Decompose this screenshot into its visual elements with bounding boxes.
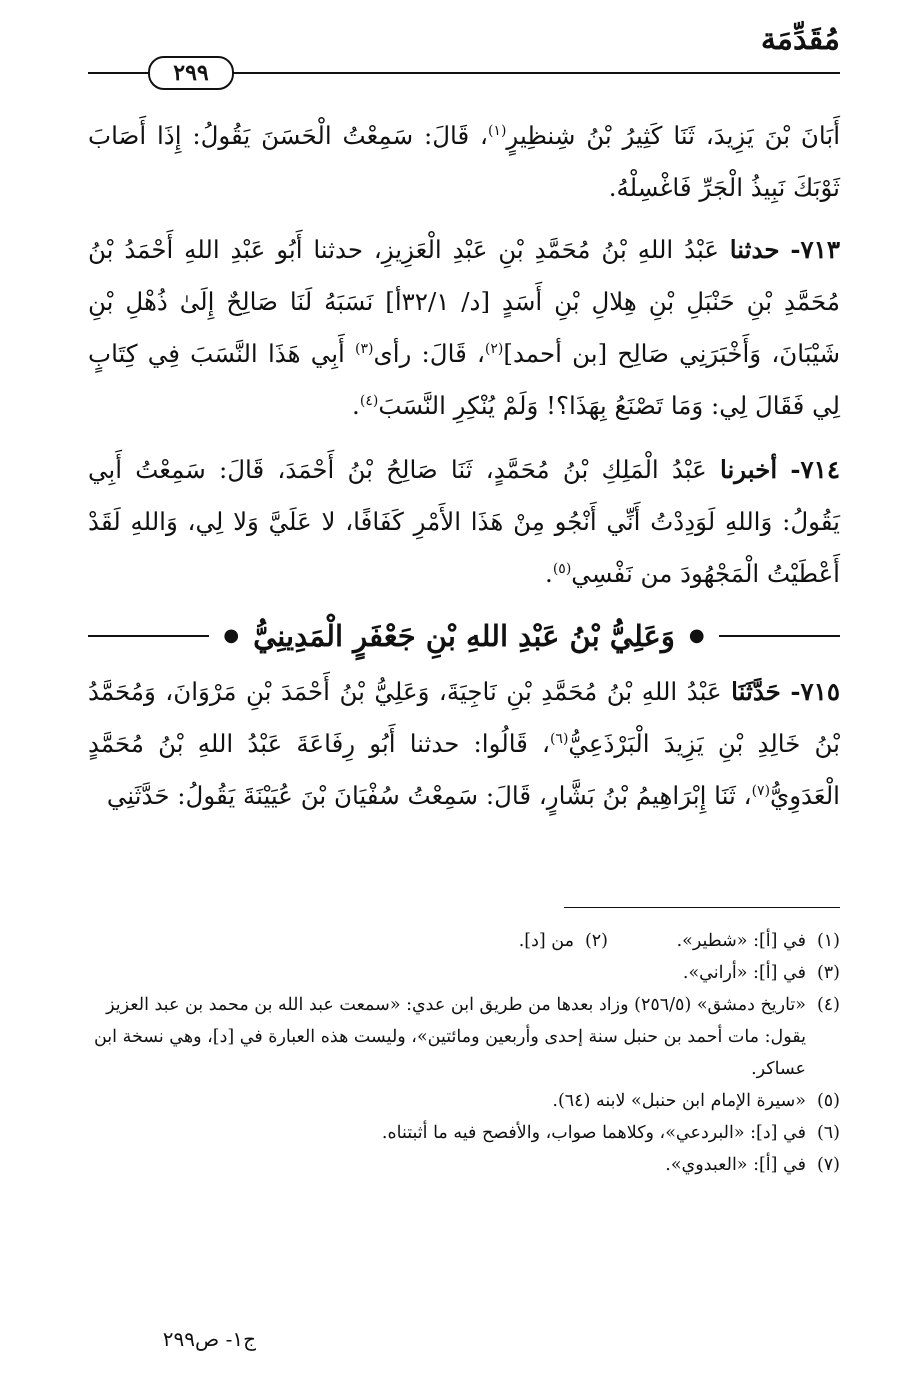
footnote-text: من [د]. [518,931,574,951]
footnote-number: (٧) [816,1155,840,1175]
section-heading [88,612,840,660]
paragraph-715-text [88,677,840,810]
footnote-marker[interactable]: (٧) [751,782,771,799]
section-title: وَعَلِيُّ بْنُ عَبْدِ اللهِ بْنِ جَعْفَرٍ الْمَدِينِيُّ [253,619,675,653]
page-number-badge: ٢٩٩ [148,56,234,90]
footnote-text: في [أ]: «العبدوي». [665,1155,806,1175]
footnote-text: «سيرة الإمام ابن حنبل» لابنه (٦٤). [552,1091,806,1111]
text-run: . [352,391,360,420]
narration-keyword: حَدَّثَنَا [731,677,781,706]
running-header-title: مُقَدِّمَة [760,22,840,57]
footnote-number: (٦) [816,1123,840,1143]
footnote-text: في [د]: «البردعي»، وكلاهما صواب، والأفصح فيه ما أثبتناه. [381,1123,806,1143]
footer-signature: ج١- ص٢٩٩ [162,1327,256,1351]
narration-keyword: حدثنا [729,235,780,264]
main-text [88,110,840,834]
footnote-1 [608,925,840,957]
text-run: ، قَالَ: سَمِعْتُ الْحَسَنَ يَقُولُ: إِذَا أَصَابَ ثَوْبَكَ نَبِيذُ الْجَرِّ فَاغْسِلْهُ. [88,121,840,202]
footnote-marker[interactable]: (٥) [552,560,572,577]
footnote-text: في [أ]: «شطير». [676,931,806,951]
footnotes [88,925,840,1181]
hadith-number: ٧١٥- [790,677,840,706]
text-run: ، ثَنَا إِبْرَاهِيمُ بْنُ بَشَّارٍ، قَالَ: سَمِعْتُ سُفْيَانَ بْنَ عُيَيْنَةَ يَقُولُ: حَدَّثَنِي [106,781,752,810]
text-run: عَبْدُ الْمَلِكِ بْنُ مُحَمَّدٍ، ثَنَا صَالِحُ بْنُ أَحْمَدَ، قَالَ: سَمِعْتُ أَبِي يَقُولُ: وَاللهِ لَوَدِدْتُ أَنِّي أَنْجُو مِنْ هَذَا الأَمْرِ كَفَافًا، لا عَلَيَّ وَلا لِي، وَاللهِ لَقَدْ أَعْطَيْتُ الْمَجْهُودَ من نَفْسِي [88,455,840,588]
footnote-text: «تاريخ دمشق» (٢٥٦/٥) وزاد بعدها من طريق ابن عدي: «سمعت عبد الله بن محمد بن عبد العزيز يقول: مات أحمد بن حنبل سنة إحدى وأربعين ومائتين»، وليست هذه العبارة في [د]، وهي نسخة ابن عساكر. [93,995,806,1079]
footnote-marker[interactable]: (٢) [484,340,504,357]
footnote-5 [88,1085,840,1117]
bullet-icon: ● [688,625,705,646]
text-run: عَبْدُ اللهِ بْنُ مُحَمَّدِ بْنِ نَاجِيَةَ، وَعَلِيُّ بْنُ أَحْمَدَ بْنِ مَرْوَانَ، وَمُحَمَّدُ بْنُ خَالِدِ بْنِ يَزِيدَ الْبَرْذَعِيُّ [88,677,840,758]
bullet-icon: ● [223,625,240,646]
footnote-2 [519,925,608,957]
section-rule-right [719,635,840,637]
footnote-rule [564,907,840,908]
footnote-number: (٤) [816,995,840,1015]
footnote-marker[interactable]: (٤) [359,392,379,409]
section-rule-left [88,635,209,637]
narration-keyword: أخبرنا [719,455,778,484]
text-run: أَبَانَ بْنَ يَزِيدَ، ثَنَا كَثِيرُ بْنُ شِنظِيرٍ [506,121,840,150]
paragraph-714 [88,444,840,600]
hadith-number: ٧١٤- [790,455,840,484]
footnote-marker[interactable]: (٦) [549,730,569,747]
text-run: ، قَالَ: رأى [373,339,485,368]
footnote-number: (١) [816,931,840,951]
text-run: ، قَالُوا: حدثنا أَبُو رِفَاعَةَ عَبْدُ اللهِ بْنُ مُحَمَّدٍ الْعَدَوِيُّ [88,729,840,810]
footnote-number: (٣) [816,963,840,983]
text-run: أَبِي هَذَا النَّسَبَ فِي كِتَابٍ لِي فَقَالَ لِي: وَمَا تَصْنَعُ بِهَذَا؟! وَلَمْ يُنْكِرِ النَّسَبَ [88,339,840,420]
text-run: عَبْدُ اللهِ بْنُ مُحَمَّدِ بْنِ عَبْدِ الْعَزِيزِ، حدثنا أَبُو عَبْدِ اللهِ أَحْمَدُ بْنُ مُحَمَّدِ بْنِ حَنْبَلِ بْنِ هِلالِ بْنِ أَسَدٍ [د/ ٣٢/١أ] نَسَبَهُ لَنَا صَالِحٌ إِلَىٰ ذُهْلِ بْنِ شَيْبَانَ، وَأَخْبَرَنِي صَالِح [بن أحمد] [88,235,841,368]
footnote-marker[interactable]: (٣) [355,340,374,357]
footnote-text: في [أ]: «أراني». [682,963,806,983]
paragraph-continuation [88,110,840,214]
footnote-row [88,925,840,957]
footnote-number: (٢) [584,931,608,951]
footnote-6 [88,1117,840,1149]
text-run: . [545,559,553,588]
paragraph-713 [88,224,840,432]
footnote-4 [88,989,840,1085]
paragraph-713-text [88,235,840,420]
paragraph-715 [88,666,840,822]
footnote-3 [88,957,840,989]
footnote-marker[interactable]: (١) [487,122,507,139]
hadith-number: ٧١٣- [790,235,840,264]
footnote-number: (٥) [816,1091,840,1111]
footnote-7 [88,1149,840,1181]
